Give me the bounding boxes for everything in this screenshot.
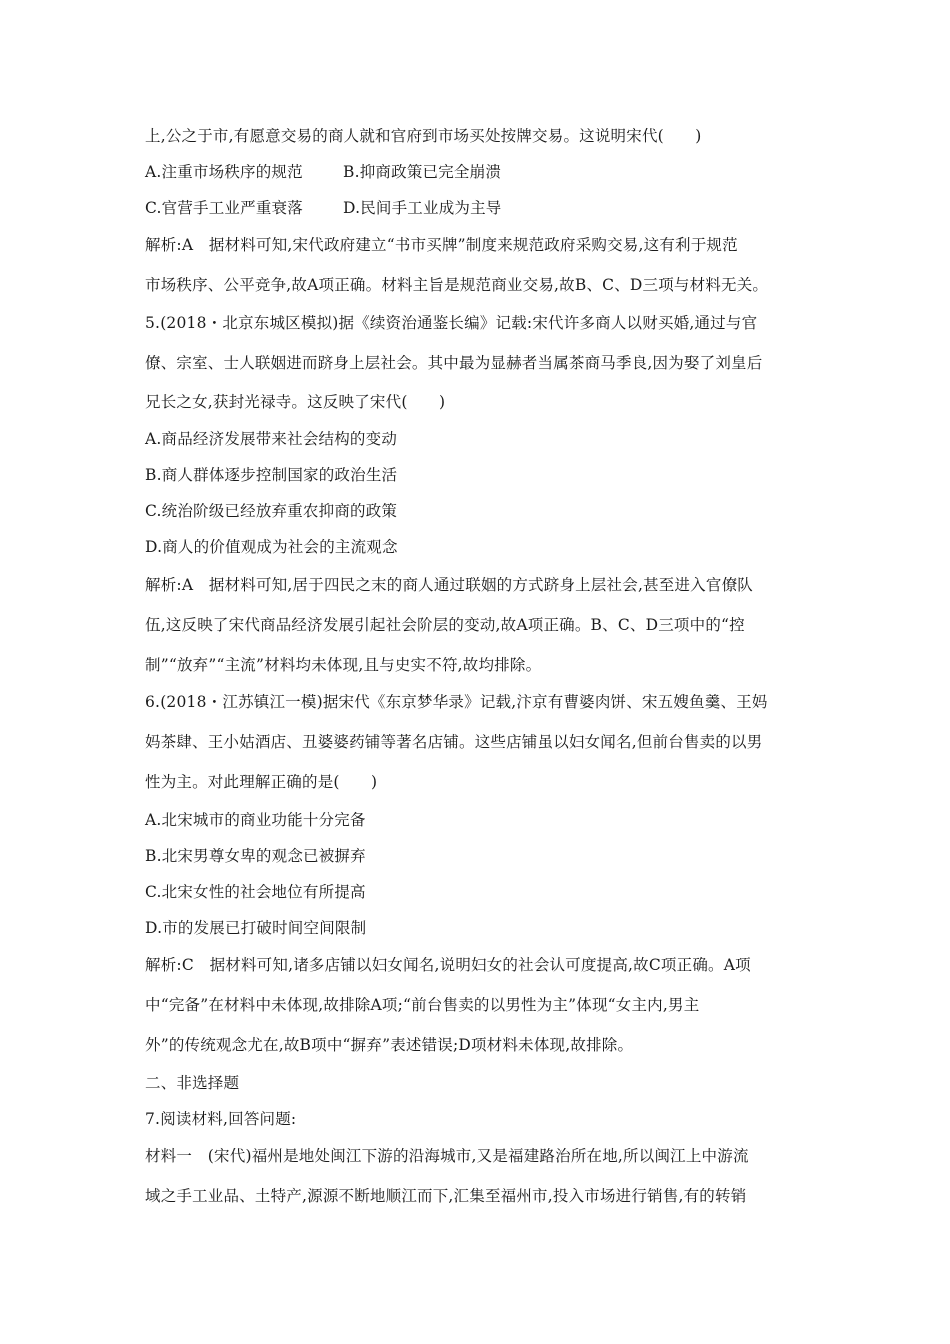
q6-stem-line-1: 6.(2018・江苏镇江一模)据宋代《东京梦华录》记载,汴京有曹婆肉饼、宋五嫂鱼羹、王妈 — [145, 693, 768, 711]
q6-stem-line-2: 妈茶肆、王小姑酒店、丑婆婆药铺等著名店铺。这些店铺虽以妇女闻名,但前台售卖的以男 — [145, 733, 763, 751]
q7-material-1-line-1: 材料一 (宋代)福州是地处闽江下游的沿海城市,又是福建路治所在地,所以闽江上中游流 — [145, 1147, 749, 1165]
q5-analysis-line-2: 伍,这反映了宋代商品经济发展引起社会阶层的变动,故A项正确。B、C、D三项中的“控 — [145, 616, 745, 634]
q6-option-a: A.北宋城市的商业功能十分完备 — [145, 811, 366, 829]
q4-options-ab — [145, 162, 810, 182]
q4-analysis-line-1: 解析:A 据材料可知,宋代政府建立“书市买牌”制度来规范政府采购交易,这有利于规范 — [145, 236, 738, 254]
q5-option-c: C.统治阶级已经放弃重农抑商的政策 — [145, 502, 398, 520]
section-heading-non-choice: 二、非选择题 — [145, 1074, 240, 1092]
q6-analysis-line-3: 外”的传统观念尤在,故B项中“摒弃”表述错误;D项材料未体现,故排除。 — [145, 1036, 634, 1054]
q4-option-b: B.抑商政策已完全崩溃 — [343, 163, 502, 181]
q5-analysis-line-3: 制”“放弃”“主流”材料均未体现,且与史实不符,故均排除。 — [145, 656, 542, 674]
q4-option-a: A.注重市场秩序的规范 — [145, 163, 303, 181]
q5-option-a: A.商品经济发展带来社会结构的变动 — [145, 430, 398, 448]
q6-option-d: D.市的发展已打破时间空间限制 — [145, 919, 367, 937]
q7-material-1-line-2: 域之手工业品、土特产,源源不断地顺江而下,汇集至福州市,投入市场进行销售,有的转销 — [145, 1187, 747, 1205]
q6-option-c: C.北宋女性的社会地位有所提高 — [145, 883, 366, 901]
q7-stem: 7.阅读材料,回答问题: — [145, 1110, 297, 1128]
q4-options-cd — [145, 198, 810, 218]
q5-option-b: B.商人群体逐步控制国家的政治生活 — [145, 466, 398, 484]
q6-analysis-line-1: 解析:C 据材料可知,诸多店铺以妇女闻名,说明妇女的社会认可度提高,故C项正确。A项 — [145, 956, 751, 974]
q4-analysis-line-2: 市场秩序、公平竞争,故A项正确。材料主旨是规范商业交易,故B、C、D三项与材料无关。 — [145, 276, 769, 294]
q4-stem-end: 上,公之于市,有愿意交易的商人就和官府到市场买处按牌交易。这说明宋代( ) — [145, 127, 702, 145]
q6-option-b: B.北宋男尊女卑的观念已被摒弃 — [145, 847, 366, 865]
q5-option-d: D.商人的价值观成为社会的主流观念 — [145, 538, 398, 556]
q5-analysis-line-1: 解析:A 据材料可知,居于四民之末的商人通过联姻的方式跻身上层社会,甚至进入官僚队 — [145, 576, 753, 594]
q5-stem-line-3: 兄长之女,获封光禄寺。这反映了宋代( ) — [145, 393, 446, 411]
q4-option-d: D.民间手工业成为主导 — [343, 199, 502, 217]
q6-stem-line-3: 性为主。对此理解正确的是( ) — [145, 773, 378, 791]
q5-stem-line-2: 僚、宗室、士人联姻进而跻身上层社会。其中最为显赫者当属茶商马季良,因为娶了刘皇后 — [145, 354, 763, 372]
q6-analysis-line-2: 中“完备”在材料中未体现,故排除A项;“前台售卖的以男性为主”体现“女主内,男主 — [145, 996, 700, 1014]
q5-stem-line-1: 5.(2018・北京东城区模拟)据《续资治通鉴长编》记载:宋代许多商人以财买婚,通过与官 — [145, 314, 758, 332]
q4-option-c: C.官营手工业严重衰落 — [145, 199, 303, 217]
